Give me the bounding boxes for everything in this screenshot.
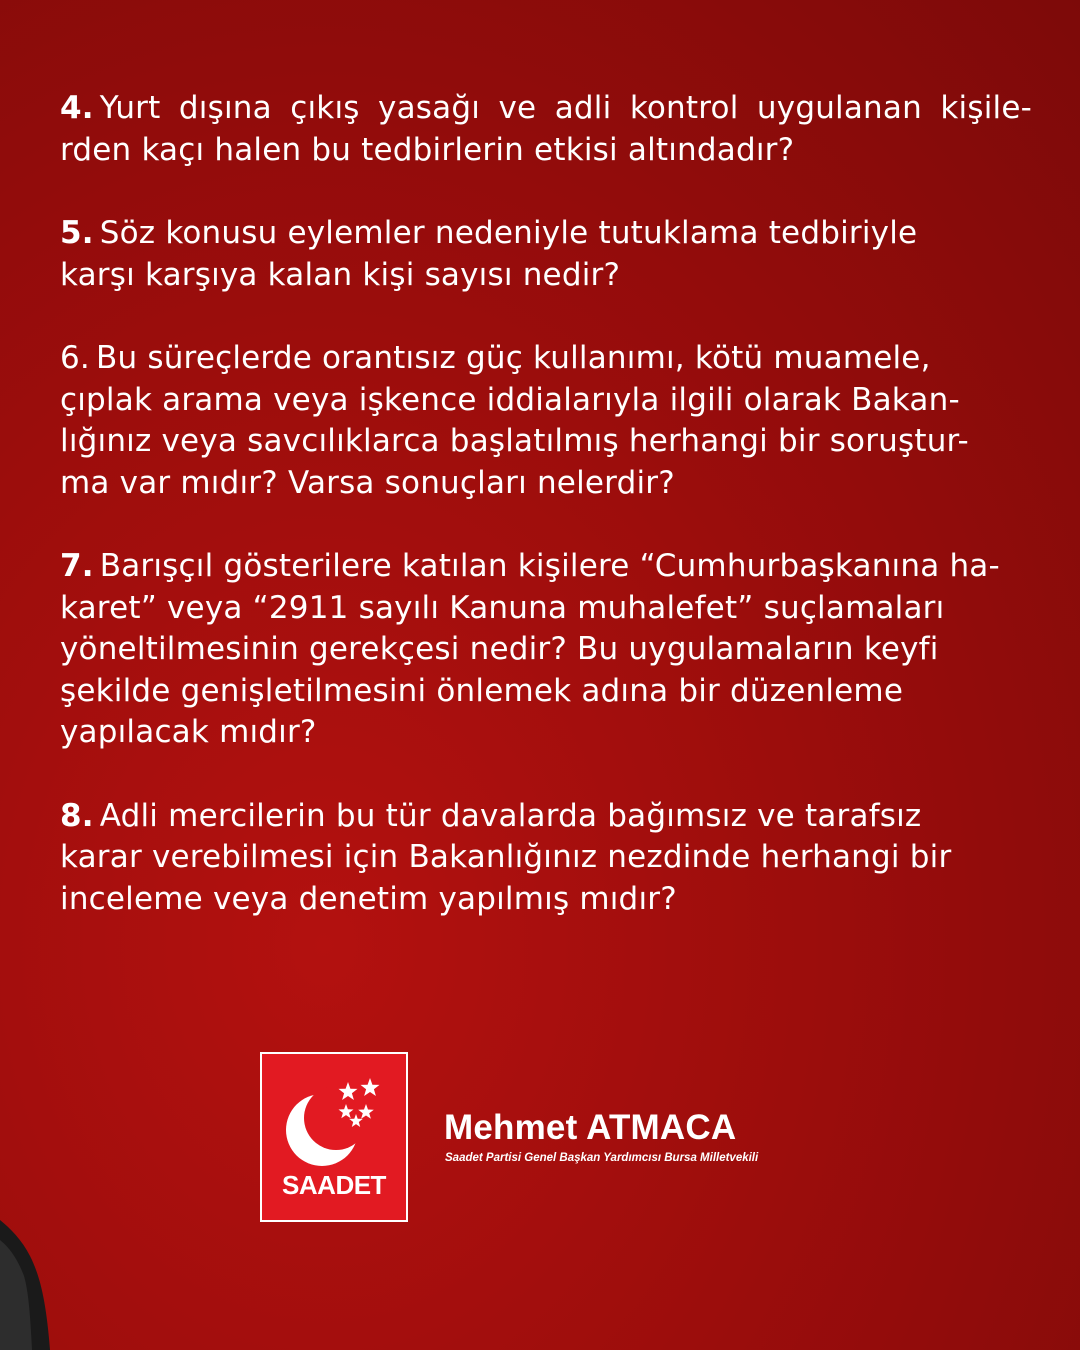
photo-fragment: [0, 1220, 60, 1350]
question-line: 7. Barışçıl gösterilere katılan kişilere “Cumhurbaşkanına ha-: [60, 548, 1000, 584]
question-line: ma var mıdır? Varsa sonuçları nelerdir?: [60, 464, 675, 501]
signature-name: Mehmet ATMACA: [444, 1108, 737, 1147]
question-6: [60, 338, 1032, 504]
question-line: rden kaçı halen bu tedbirlerin etkisi altındadır?: [60, 131, 795, 168]
question-line: 5. Söz konusu eylemler nedeniyle tutuklama tedbiriyle: [60, 215, 918, 251]
logo-text: SAADET: [282, 1170, 386, 1200]
question-line: karet” veya “2911 sayılı Kanuna muhalefet” suçlamaları: [60, 589, 945, 626]
question-number: 6.: [60, 340, 90, 376]
question-8: [60, 796, 1032, 921]
question-line: inceleme veya denetim yapılmış mıdır?: [60, 880, 677, 917]
question-4: [60, 88, 1032, 171]
question-line: 8. Adli mercilerin bu tür davalarda bağımsız ve tarafsız: [60, 797, 922, 834]
question-line: çıplak arama veya işkence iddialarıyla ilgili olarak Bakan-: [60, 381, 960, 418]
question-number: 5.: [60, 215, 94, 251]
question-line: 6. Bu süreçlerde orantısız güç kullanımı, kötü muamele,: [60, 340, 931, 376]
question-number: 4.: [60, 90, 94, 126]
question-5: [60, 213, 1032, 296]
question-number: 7.: [60, 548, 94, 584]
question-line: yöneltilmesinin gerekçesi nedir? Bu uygulamaların keyfi: [60, 631, 939, 667]
question-7: [60, 546, 1032, 754]
questions-list: [60, 88, 1032, 962]
question-line: yapılacak mıdır?: [60, 714, 317, 750]
saadet-logo: [260, 1052, 408, 1222]
question-line: karşı karşıya kalan kişi sayısı nedir?: [60, 256, 621, 293]
question-line: şekilde genişletilmesini önlemek adına bir düzenleme: [60, 672, 904, 709]
question-number: 8.: [60, 797, 94, 834]
question-line: 4. Yurt dışına çıkış yasağı ve adli kontrol uygulanan kişile-: [60, 90, 1032, 126]
question-line: karar verebilmesi için Bakanlığınız nezdinde herhangi bir: [60, 839, 952, 875]
signature-title: Saadet Partisi Genel Başkan Yardımcısı Bursa Milletvekili: [445, 1152, 759, 1164]
question-line: lığınız veya savcılıklarca başlatılmış herhangi bir soruştur-: [60, 423, 969, 459]
